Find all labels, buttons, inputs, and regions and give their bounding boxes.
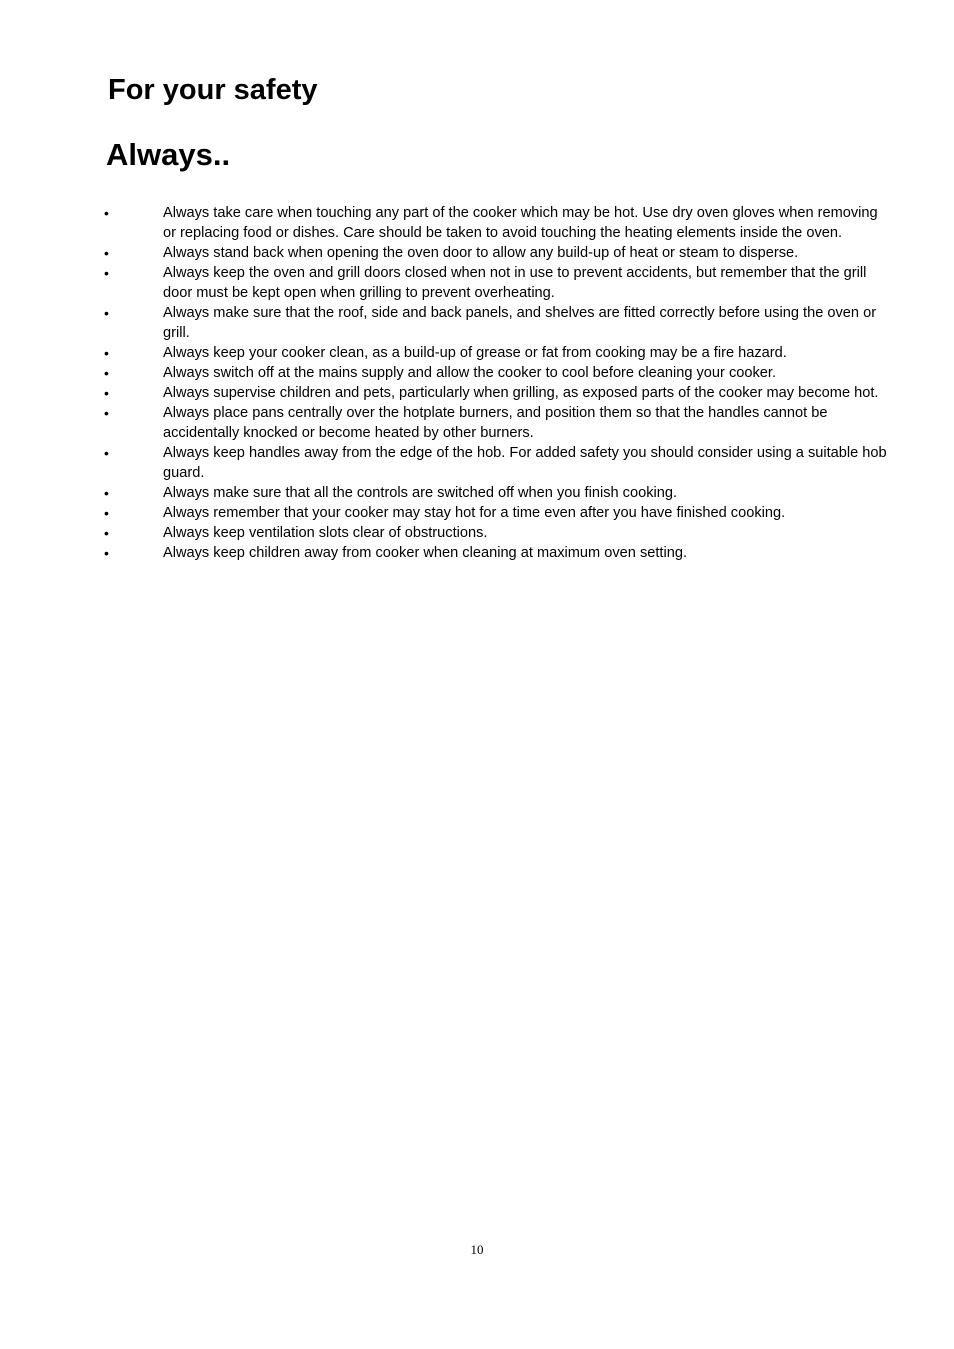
bullet-icon: •: [104, 205, 109, 221]
safety-bullet-list: [104, 203, 894, 563]
bullet-icon: •: [104, 305, 109, 321]
section-heading: Always..: [106, 137, 231, 172]
list-item-text: Always supervise children and pets, particularly when grilling, as exposed parts of the cooker may become hot.: [163, 385, 879, 401]
list-item-text: Always remember that your cooker may stay hot for a time even after you have finished cooking.: [163, 505, 786, 521]
list-item: [104, 543, 894, 563]
list-item: [104, 363, 894, 383]
bullet-icon: •: [104, 525, 109, 541]
list-item: [104, 243, 894, 263]
bullet-icon: •: [104, 485, 109, 501]
list-item: [104, 303, 894, 343]
list-item-text: Always keep ventilation slots clear of obstructions.: [163, 525, 488, 541]
list-item-text: Always keep your cooker clean, as a build-up of grease or fat from cooking may be a fire hazard.: [163, 345, 787, 361]
list-item: [104, 343, 894, 363]
bullet-icon: •: [104, 385, 109, 401]
bullet-icon: •: [104, 265, 109, 281]
page-title: For your safety: [108, 74, 318, 106]
bullet-icon: •: [104, 445, 109, 461]
bullet-icon: •: [104, 405, 109, 421]
bullet-icon: •: [104, 545, 109, 561]
list-item-text: Always stand back when opening the oven door to allow any build-up of heat or steam to disperse.: [163, 245, 799, 261]
list-item: [104, 383, 894, 403]
list-item-text: Always keep the oven and grill doors closed when not in use to prevent accidents, but remember that the grill door must be kept open when grilling to prevent overheating.: [163, 265, 867, 301]
bullet-icon: •: [104, 245, 109, 261]
list-item: [104, 263, 894, 303]
list-item-text: Always take care when touching any part of the cooker which may be hot. Use dry oven gloves when removing or replacing food or dishes. Care should be taken to avoid touching the heating elements inside the oven.: [163, 205, 878, 241]
bullet-icon: •: [104, 505, 109, 521]
list-item-text: Always make sure that all the controls are switched off when you finish cooking.: [163, 485, 678, 501]
list-item-text: Always switch off at the mains supply and allow the cooker to cool before cleaning your cooker.: [163, 365, 777, 381]
list-item-text: Always keep handles away from the edge of the hob. For added safety you should consider using a suitable hob guard.: [163, 445, 887, 481]
list-item: [104, 203, 894, 243]
list-item-text: Always place pans centrally over the hotplate burners, and position them so that the handles cannot be accidentally knocked or become heated by other burners.: [163, 405, 828, 441]
list-item: [104, 403, 894, 443]
list-item: [104, 503, 894, 523]
bullet-icon: •: [104, 345, 109, 361]
list-item: [104, 483, 894, 503]
list-item: [104, 523, 894, 543]
list-item: [104, 443, 894, 483]
bullet-icon: •: [104, 365, 109, 381]
list-item-text: Always keep children away from cooker when cleaning at maximum oven setting.: [163, 545, 687, 561]
list-item-text: Always make sure that the roof, side and back panels, and shelves are fitted correctly before using the oven or grill.: [163, 305, 877, 341]
page-number: 10: [470, 1242, 484, 1257]
